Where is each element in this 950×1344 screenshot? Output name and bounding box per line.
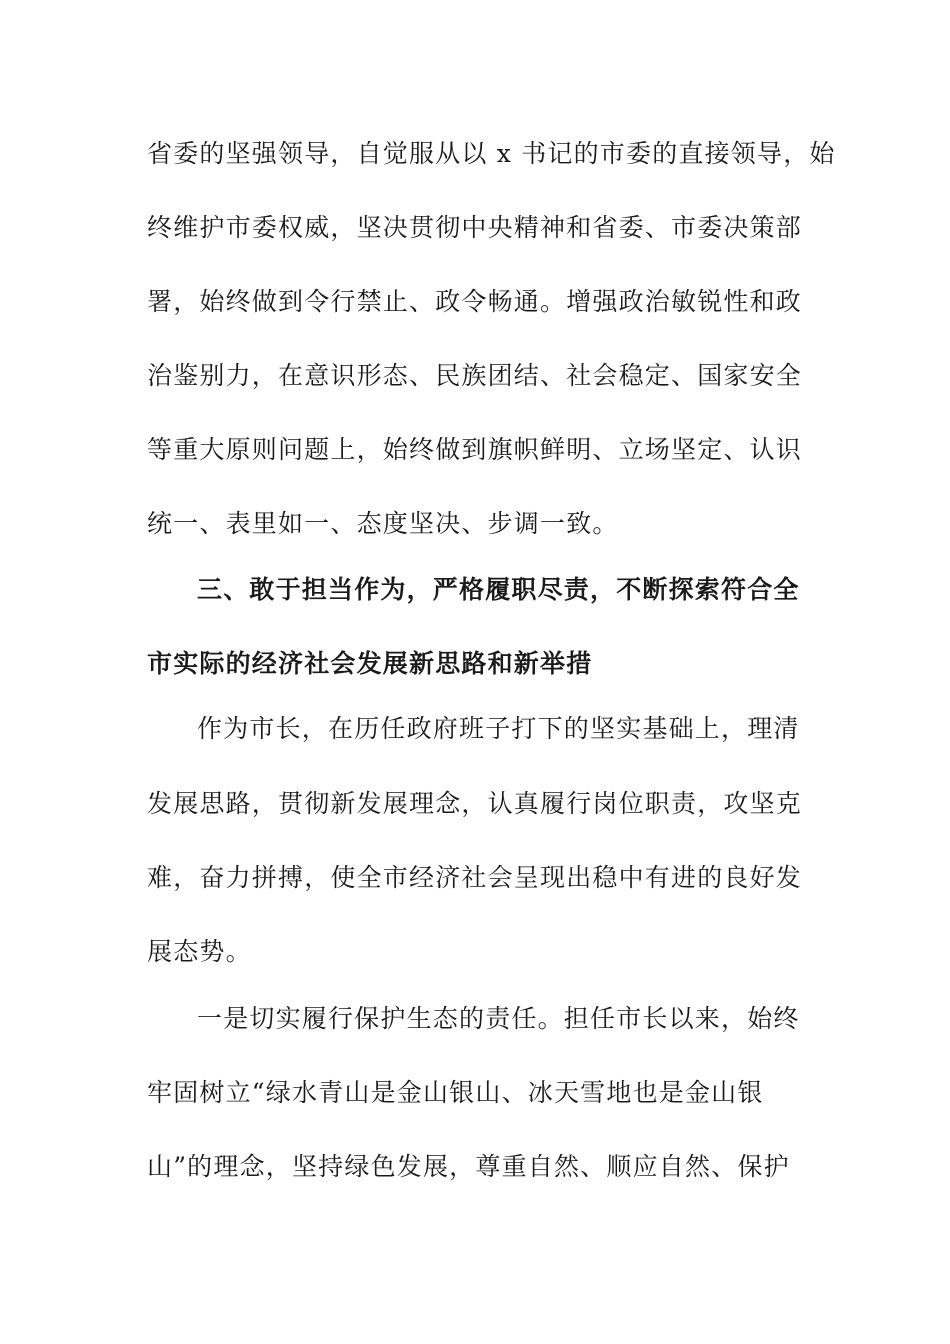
- paragraph-line: 治鉴别力，在意识形态、民族团结、社会稳定、国家安全: [147, 361, 803, 390]
- section-heading: 三、敢于担当作为，严格履职尽责，不断探索符合全: [197, 575, 800, 604]
- paragraph-line: 难，奋力拼搏，使全市经济社会呈现出稳中有进的良好发: [147, 863, 803, 892]
- paragraph-line: 终维护市委权威，坚决贯彻中央精神和省委、市委决策部: [147, 213, 803, 242]
- paragraph-line: 一是切实履行保护生态的责任。担任市长以来，始终: [197, 1004, 800, 1033]
- paragraph-line: 牢固树立“绿水青山是金山银山、冰天雪地也是金山银: [147, 1078, 764, 1107]
- paragraph-line: 山”的理念，坚持绿色发展，尊重自然、顺应自然、保护: [147, 1152, 790, 1181]
- paragraph-line: 展态势。: [147, 937, 252, 966]
- paragraph-line: 署，始终做到令行禁止、政令畅通。增强政治敏锐性和政: [147, 287, 803, 316]
- paragraph-line: 发展思路，贯彻新发展理念，认真履行岗位职责，攻坚克: [147, 789, 803, 818]
- paragraph-line: 统一、表里如一、态度坚决、步调一致。: [147, 509, 619, 538]
- paragraph-line: 等重大原则问题上，始终做到旗帜鲜明、立场坚定、认识: [147, 435, 803, 464]
- paragraph-line: 省委的坚强领导，自觉服从以 x 书记的市委的直接领导，始: [147, 139, 836, 168]
- paragraph-line: 作为市长，在历任政府班子打下的坚实基础上，理清: [197, 714, 800, 743]
- section-heading: 市实际的经济社会发展新思路和新举措: [147, 649, 593, 678]
